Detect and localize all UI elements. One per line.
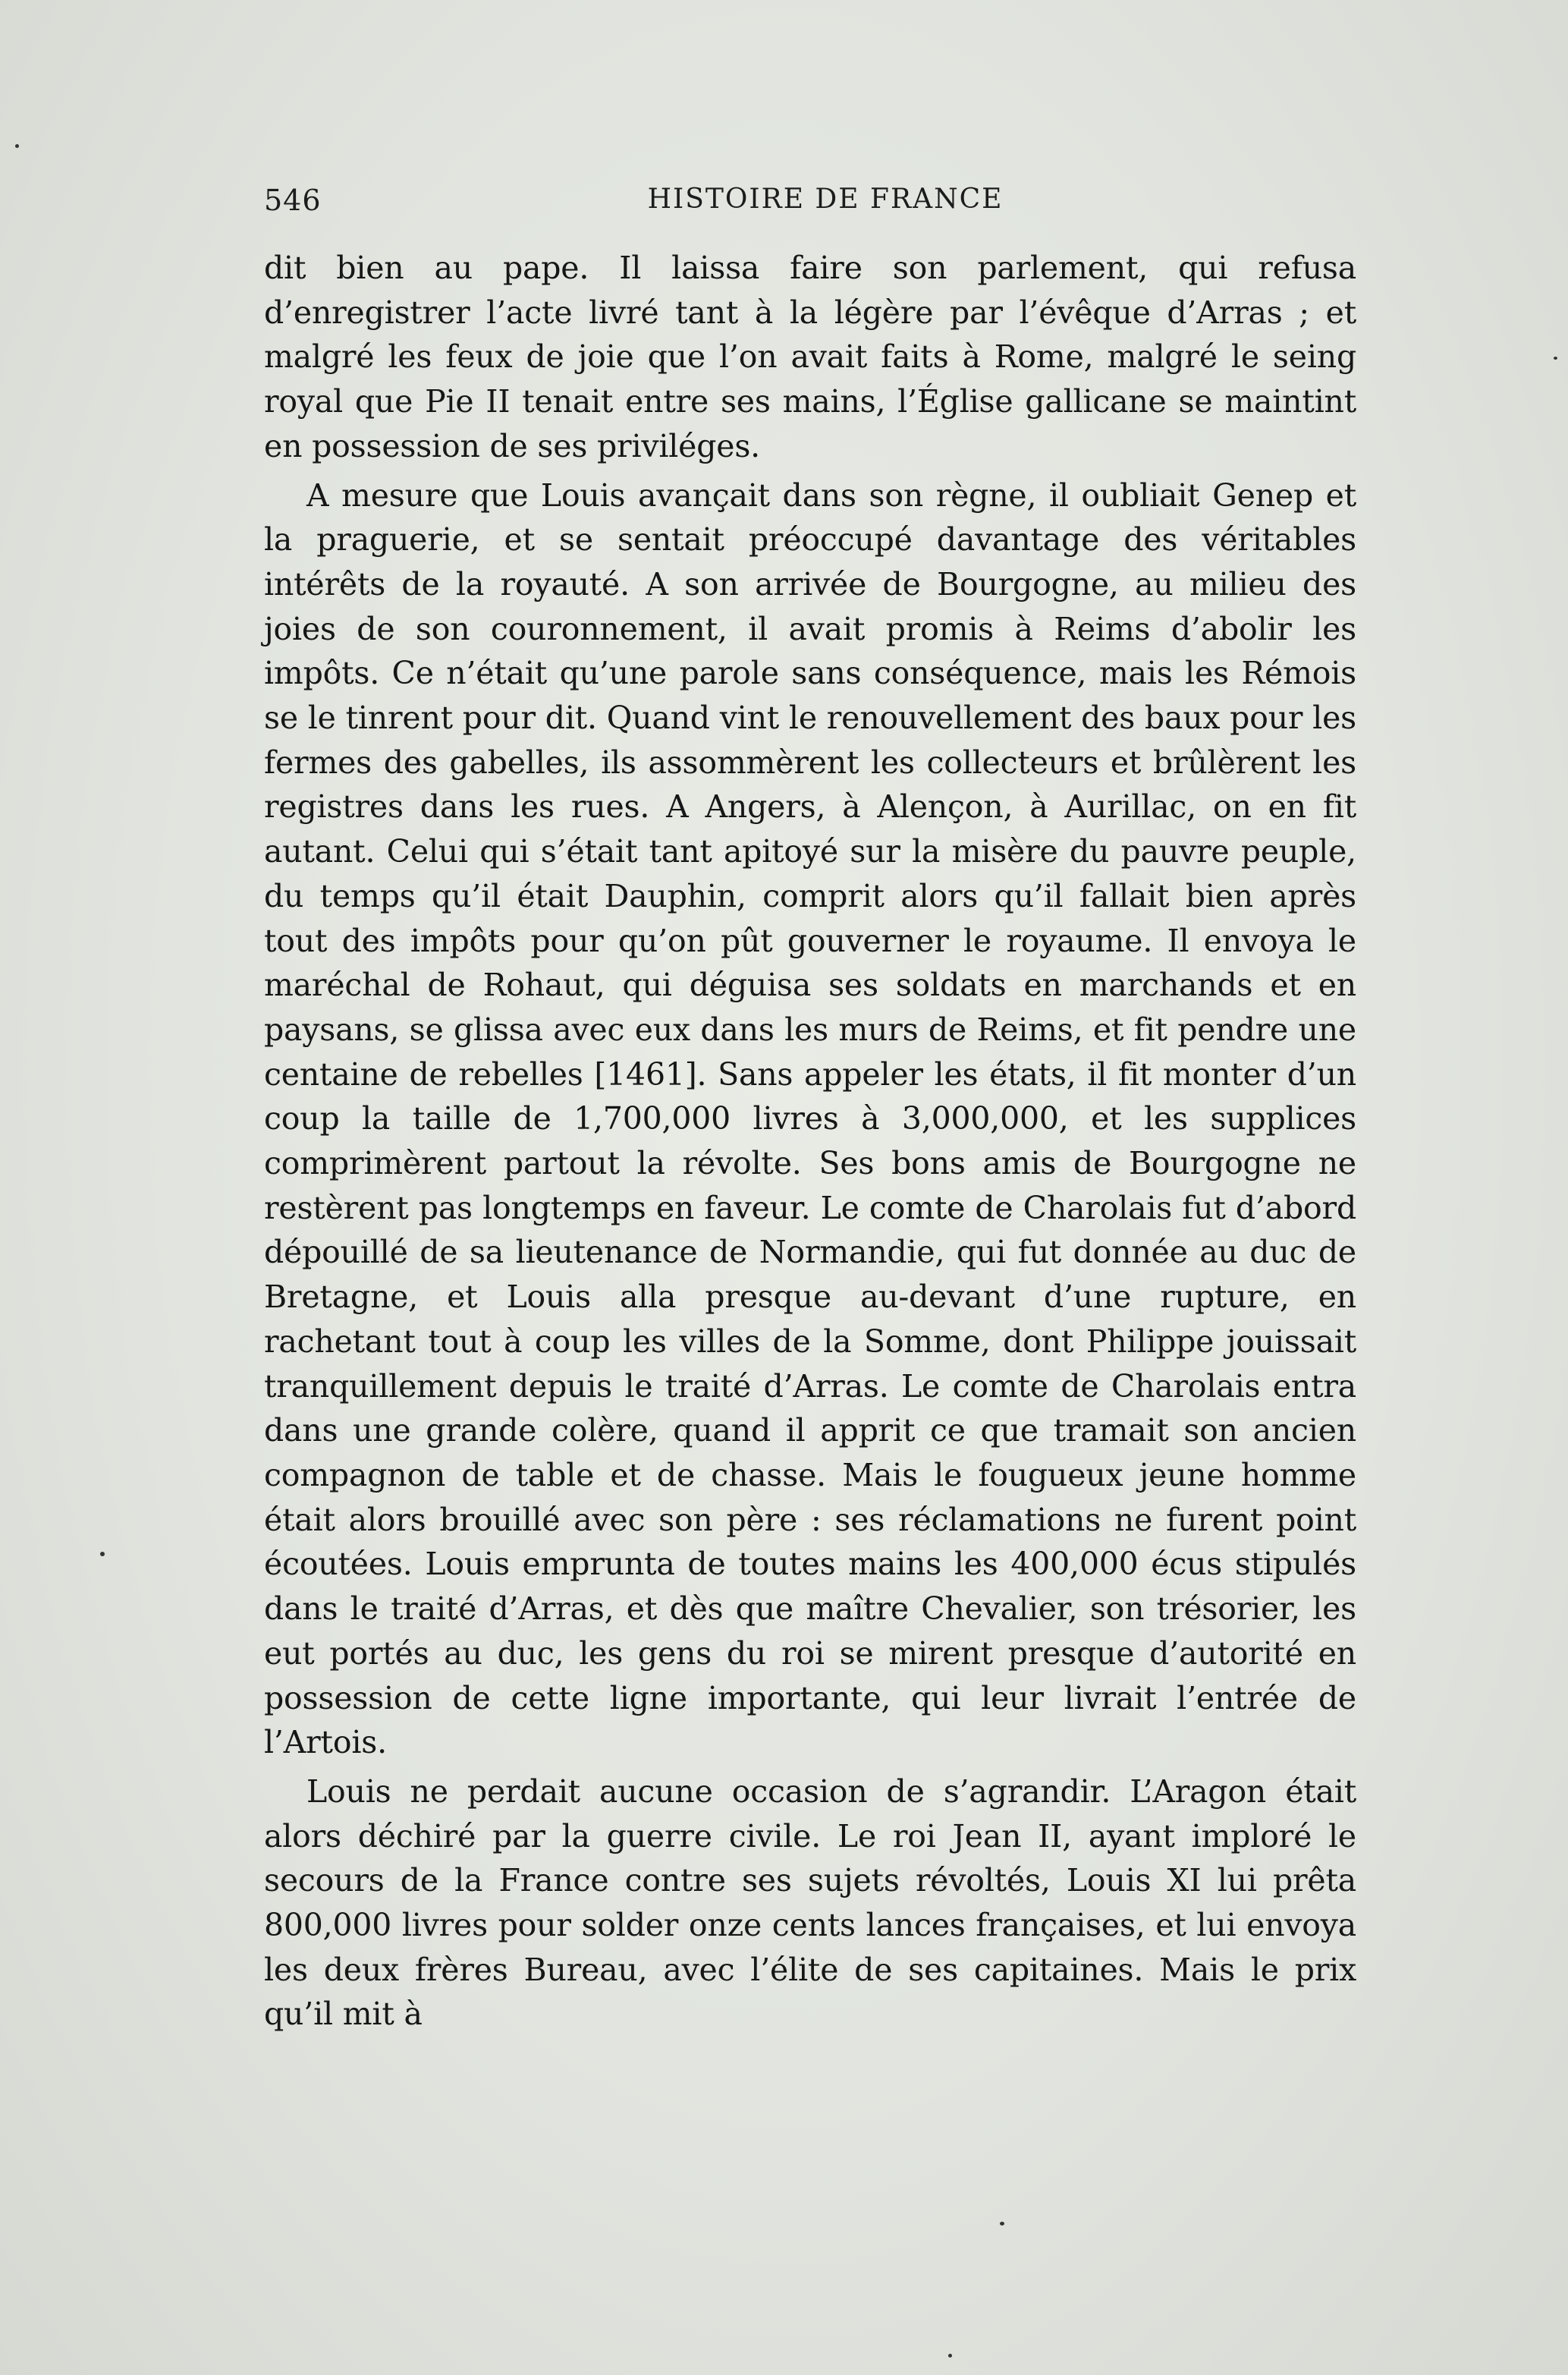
running-title: HISTOIRE DE FRANCE (647, 184, 1004, 215)
paragraph-3: Louis ne perdait aucune occasion de s’agrandir. L’Aragon était alors déchiré par la guerre civile. Le roi Jean II, ayant imploré le secours de la France contre ses sujets révoltés, Louis XI lui prêta 800,000 livres pour solder onze cents lances françaises, et lui envoya les deux frères Bureau, avec l’élite de ses capitaines. Mais le prix qu’il mit à (264, 1773, 1356, 2033)
paper-speck (15, 144, 19, 148)
page-header (264, 179, 1364, 225)
paper-speck (100, 1552, 105, 1556)
body-text (264, 246, 1356, 2041)
paper-speck (1554, 357, 1557, 360)
paper-speck (948, 2354, 952, 2358)
paper-speck (1000, 2222, 1004, 2226)
page-number: 546 (264, 184, 322, 217)
paragraph-2: A mesure que Louis avançait dans son règne, il oubliait Genep et la praguerie, et se sentait préoccupé davantage des véritables intérêts de la royauté. A son arrivée de Bourgogne, au milieu des joies de son couronnement, il avait promis à Reims d’abolir les impôts. Ce n’était qu’une parole sans conséquence, mais les Rémois se le tinrent pour dit. Quand vint le renouvellement des baux pour les fermes des gabelles, ils assommèrent les collecteurs et brûlèrent les registres dans les rues. A Angers, à Alençon, à Aurillac, on en fit autant. Celui qui s’était tant apitoyé sur la misère du pauvre peuple, du temps qu’il était Dauphin, comprit alors qu’il fallait bien après tout des impôts pour qu’on pût gouverner le royaume. Il envoya le maréchal de Rohaut, qui déguisa ses soldats en marchands et en paysans, se glissa avec eux dans les murs de Reims, et fit pendre une centaine de rebelles [1461]. Sans appeler les états, il fit monter d’un coup la taille de 1,700,000 livres à 3,000,000, et les supplices comprimèrent partout la révolte. Ses bons amis de Bourgogne ne restèrent pas longtemps en faveur. Le comte de Charolais fut d’abord dépouillé de sa lieutenance de Normandie, qui fut donnée au duc de Bretagne, et Louis alla presque au-devant d’une rupture, en rachetant tout à coup les villes de la Somme, dont Philippe jouissait tranquillement depuis le traité d’Arras. Le comte de Charolais entra dans une grande colère, quand il apprit ce que tramait son ancien compagnon de table et de chasse. Mais le fougueux jeune homme était alors brouillé avec son père : ses réclamations ne furent point écoutées. Louis emprunta de toutes mains les 400,000 écus stipulés dans le traité d’Arras, et dès que maître Chevalier, son trésorier, les eut portés au duc, les gens du roi se mirent presque d’autorité en possession de cette ligne importante, qui leur livrait l’entrée de l’Artois. (264, 477, 1356, 1761)
paragraph-1: dit bien au pape. Il laissa faire son parlement, qui refusa d’enregistrer l’acte livré tant à la légère par l’évêque d’Arras ; et malgré les feux de joie que l’on avait faits à Rome, malgré le seing royal que Pie II tenait entre ses mains, l’Église gallicane se maintint en possession de ses priviléges. (264, 250, 1356, 464)
